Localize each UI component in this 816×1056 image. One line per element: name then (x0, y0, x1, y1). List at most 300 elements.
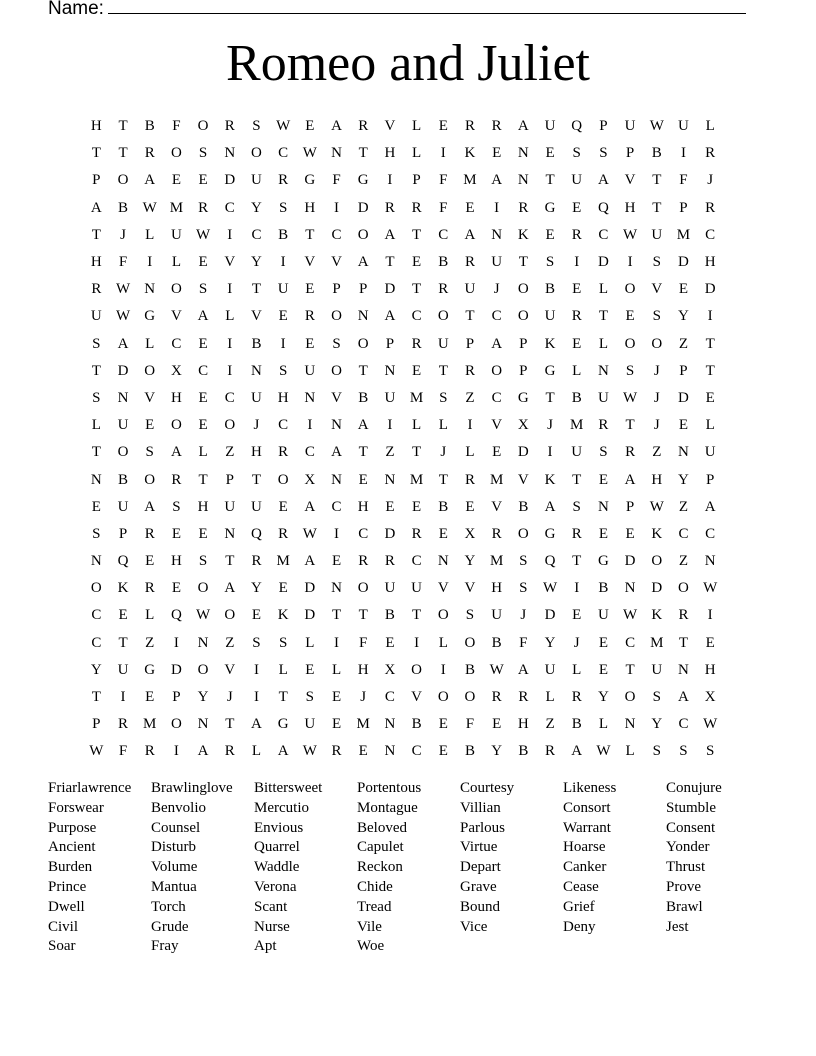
grid-letter[interactable]: F (359, 634, 368, 651)
grid-letter[interactable]: W (542, 580, 558, 597)
grid-letter[interactable]: E (492, 145, 502, 162)
grid-letter[interactable]: T (118, 634, 128, 651)
grid-letter[interactable]: R (571, 226, 582, 243)
grid-letter[interactable]: I (147, 254, 153, 271)
grid-letter[interactable]: L (171, 254, 181, 271)
grid-letter[interactable]: T (465, 308, 475, 325)
grid-letter[interactable]: W (596, 743, 611, 760)
grid-letter[interactable]: U (597, 607, 609, 624)
grid-letter[interactable]: O (624, 281, 636, 298)
grid-letter[interactable]: M (676, 226, 691, 243)
grid-letter[interactable]: I (280, 254, 286, 271)
grid-letter[interactable]: E (145, 417, 155, 434)
grid-letter[interactable]: A (331, 444, 342, 461)
grid-letter[interactable]: T (358, 444, 368, 461)
grid-letter[interactable]: L (251, 743, 262, 760)
grid-letter[interactable]: R (464, 362, 475, 379)
grid-letter[interactable]: T (572, 471, 582, 488)
grid-letter[interactable]: A (491, 172, 503, 189)
grid-letter[interactable]: T (91, 689, 101, 706)
grid-letter[interactable]: Z (678, 553, 689, 570)
grid-letter[interactable]: W (649, 498, 664, 515)
grid-letter[interactable]: W (703, 716, 718, 733)
grid-letter[interactable]: T (225, 716, 235, 733)
grid-letter[interactable]: J (360, 689, 367, 706)
grid-letter[interactable]: E (331, 716, 342, 733)
grid-letter[interactable]: U (170, 226, 182, 243)
grid-letter[interactable]: R (331, 743, 342, 760)
grid-letter[interactable]: N (197, 716, 209, 733)
grid-letter[interactable]: N (597, 498, 609, 515)
grid-letter[interactable]: B (598, 580, 609, 597)
grid-letter[interactable]: N (90, 471, 102, 488)
grid-letter[interactable]: B (384, 607, 395, 624)
grid-letter[interactable]: O (170, 716, 182, 733)
grid-letter[interactable]: E (385, 634, 395, 651)
grid-letter[interactable]: J (653, 362, 660, 379)
grid-letter[interactable]: H (704, 661, 716, 678)
grid-letter[interactable]: E (305, 661, 315, 678)
grid-letter[interactable]: N (331, 417, 342, 434)
grid-letter[interactable]: S (652, 689, 661, 706)
grid-letter[interactable]: T (412, 444, 422, 461)
grid-letter[interactable]: E (412, 498, 422, 515)
grid-letter[interactable]: N (384, 716, 396, 733)
grid-letter[interactable]: R (464, 254, 475, 271)
grid-letter[interactable]: V (491, 498, 503, 515)
grid-letter[interactable]: R (144, 525, 155, 542)
grid-letter[interactable]: I (547, 444, 553, 461)
grid-letter[interactable]: M (356, 716, 370, 733)
grid-letter[interactable]: L (705, 118, 715, 135)
grid-letter[interactable]: O (357, 226, 369, 243)
grid-letter[interactable]: L (278, 661, 288, 678)
grid-letter[interactable]: N (517, 145, 529, 162)
grid-letter[interactable]: T (438, 362, 448, 379)
grid-letter[interactable]: V (251, 308, 262, 325)
grid-letter[interactable]: U (437, 335, 449, 352)
grid-letter[interactable]: T (518, 254, 528, 271)
grid-letter[interactable]: M (276, 553, 290, 570)
grid-letter[interactable]: D (304, 580, 316, 597)
grid-letter[interactable]: J (120, 226, 126, 243)
grid-letter[interactable]: M (489, 553, 504, 570)
grid-letter[interactable]: I (440, 661, 446, 678)
grid-letter[interactable]: R (518, 199, 529, 216)
grid-letter[interactable]: F (519, 634, 528, 651)
grid-letter[interactable]: R (144, 145, 155, 162)
grid-letter[interactable]: Y (491, 743, 503, 760)
grid-letter[interactable]: O (331, 362, 342, 379)
grid-letter[interactable]: U (384, 389, 396, 406)
grid-letter[interactable]: R (678, 607, 689, 624)
grid-letter[interactable]: E (305, 118, 315, 135)
grid-letter[interactable]: I (227, 281, 233, 298)
grid-letter[interactable]: E (492, 716, 502, 733)
grid-letter[interactable]: T (545, 172, 555, 189)
grid-letter[interactable]: Q (544, 553, 556, 570)
grid-letter[interactable]: B (571, 716, 582, 733)
grid-letter[interactable]: E (572, 281, 582, 298)
grid-letter[interactable]: V (491, 417, 503, 434)
grid-letter[interactable]: E (305, 281, 315, 298)
grid-letter[interactable]: N (90, 553, 102, 570)
grid-letter[interactable]: S (145, 444, 154, 461)
grid-letter[interactable]: T (91, 444, 101, 461)
grid-letter[interactable]: V (651, 281, 663, 298)
grid-letter[interactable]: V (517, 471, 529, 488)
grid-letter[interactable]: T (625, 417, 635, 434)
grid-letter[interactable]: L (412, 118, 422, 135)
grid-letter[interactable]: A (224, 580, 236, 597)
grid-letter[interactable]: Q (597, 199, 609, 216)
grid-letter[interactable]: P (519, 362, 528, 379)
grid-letter[interactable]: U (544, 661, 556, 678)
grid-letter[interactable]: O (197, 661, 209, 678)
grid-letter[interactable]: A (170, 444, 182, 461)
grid-letter[interactable]: E (91, 498, 101, 515)
grid-letter[interactable]: E (438, 743, 448, 760)
grid-letter[interactable]: K (651, 525, 663, 542)
grid-letter[interactable]: G (544, 362, 556, 379)
grid-letter[interactable]: Y (464, 553, 476, 570)
grid-letter[interactable]: O (411, 661, 423, 678)
grid-letter[interactable]: U (117, 661, 129, 678)
grid-letter[interactable]: W (649, 118, 664, 135)
grid-letter[interactable]: Y (251, 254, 262, 271)
grid-letter[interactable]: D (117, 362, 129, 379)
grid-letter[interactable]: P (225, 471, 234, 488)
grid-letter[interactable]: I (387, 172, 393, 189)
grid-letter[interactable]: N (197, 634, 209, 651)
grid-letter[interactable]: T (412, 281, 422, 298)
grid-letter[interactable]: N (384, 471, 396, 488)
grid-letter[interactable]: N (117, 389, 129, 406)
grid-letter[interactable]: N (704, 553, 716, 570)
grid-letter[interactable]: N (517, 172, 529, 189)
grid-letter[interactable]: W (115, 308, 131, 325)
grid-letter[interactable]: C (598, 226, 609, 243)
grid-letter[interactable]: P (412, 172, 421, 189)
grid-letter[interactable]: U (251, 389, 262, 406)
grid-letter[interactable]: E (412, 362, 422, 379)
grid-letter[interactable]: L (91, 417, 101, 434)
grid-letter[interactable]: P (679, 199, 688, 216)
grid-letter[interactable]: J (653, 417, 660, 434)
grid-letter[interactable]: P (92, 716, 101, 733)
grid-letter[interactable]: Z (225, 634, 235, 651)
grid-letter[interactable]: N (357, 308, 369, 325)
grid-letter[interactable]: O (117, 444, 129, 461)
grid-letter[interactable]: U (304, 362, 316, 379)
grid-letter[interactable]: E (198, 254, 208, 271)
grid-letter[interactable]: W (302, 525, 317, 542)
grid-letter[interactable]: Y (678, 471, 689, 488)
grid-letter[interactable]: D (678, 254, 689, 271)
grid-letter[interactable]: W (489, 661, 504, 678)
grid-letter[interactable]: H (277, 389, 289, 406)
grid-letter[interactable]: A (491, 335, 503, 352)
grid-letter[interactable]: L (438, 417, 448, 434)
grid-letter[interactable]: R (411, 525, 422, 542)
grid-letter[interactable]: O (357, 580, 369, 597)
grid-letter[interactable]: Y (597, 689, 609, 706)
grid-letter[interactable]: C (198, 362, 209, 379)
grid-letter[interactable]: J (573, 634, 580, 651)
grid-letter[interactable]: H (357, 498, 369, 515)
grid-letter[interactable]: L (145, 335, 155, 352)
grid-letter[interactable]: C (331, 498, 342, 515)
grid-letter[interactable]: I (467, 417, 473, 434)
grid-letter[interactable]: W (302, 743, 317, 760)
grid-letter[interactable]: C (678, 716, 689, 733)
grid-letter[interactable]: R (438, 281, 449, 298)
grid-letter[interactable]: L (438, 634, 448, 651)
grid-letter[interactable]: O (624, 689, 636, 706)
grid-letter[interactable]: J (440, 444, 447, 461)
grid-letter[interactable]: E (625, 308, 635, 325)
grid-letter[interactable]: O (464, 689, 476, 706)
grid-letter[interactable]: M (650, 634, 664, 651)
grid-letter[interactable]: G (544, 199, 556, 216)
grid-letter[interactable]: I (253, 689, 259, 706)
grid-letter[interactable]: D (170, 661, 182, 678)
grid-letter[interactable]: S (652, 308, 661, 325)
grid-letter[interactable]: R (358, 118, 369, 135)
grid-letter[interactable]: T (358, 607, 368, 624)
grid-letter[interactable]: Z (678, 498, 689, 515)
grid-letter[interactable]: D (357, 199, 369, 216)
grid-letter[interactable]: B (491, 634, 502, 651)
grid-letter[interactable]: U (544, 118, 556, 135)
grid-letter[interactable]: T (625, 661, 635, 678)
grid-letter[interactable]: Z (145, 634, 155, 651)
grid-letter[interactable]: C (304, 444, 315, 461)
grid-letter[interactable]: O (437, 308, 449, 325)
grid-letter[interactable]: O (437, 689, 449, 706)
grid-letter[interactable]: E (198, 525, 208, 542)
grid-letter[interactable]: Z (545, 716, 555, 733)
grid-letter[interactable]: P (625, 145, 635, 162)
grid-letter[interactable]: I (627, 254, 633, 271)
grid-letter[interactable]: P (705, 471, 715, 488)
grid-letter[interactable]: U (117, 498, 129, 515)
grid-letter[interactable]: E (412, 254, 422, 271)
grid-letter[interactable]: L (598, 281, 608, 298)
grid-letter[interactable]: O (357, 335, 369, 352)
grid-letter[interactable]: O (197, 580, 209, 597)
grid-letter[interactable]: J (253, 417, 260, 434)
grid-letter[interactable]: T (91, 145, 101, 162)
grid-letter[interactable]: S (599, 444, 608, 461)
grid-letter[interactable]: E (598, 471, 608, 488)
grid-letter[interactable]: E (438, 716, 448, 733)
grid-letter[interactable]: S (252, 118, 261, 135)
grid-letter[interactable]: Y (544, 634, 556, 651)
grid-letter[interactable]: R (304, 308, 315, 325)
grid-letter[interactable]: H (304, 199, 316, 216)
grid-letter[interactable]: R (571, 308, 582, 325)
grid-letter[interactable]: S (652, 743, 661, 760)
grid-letter[interactable]: O (170, 145, 182, 162)
grid-letter[interactable]: I (173, 743, 179, 760)
grid-letter[interactable]: O (251, 145, 262, 162)
grid-letter[interactable]: K (464, 145, 476, 162)
grid-letter[interactable]: G (304, 172, 316, 189)
grid-letter[interactable]: V (331, 389, 342, 406)
grid-letter[interactable]: C (705, 525, 716, 542)
grid-letter[interactable]: O (90, 580, 102, 597)
grid-letter[interactable]: S (519, 580, 528, 597)
grid-letter[interactable]: I (227, 226, 233, 243)
grid-letter[interactable]: A (624, 471, 636, 488)
grid-letter[interactable]: X (170, 362, 182, 379)
grid-letter[interactable]: U (597, 389, 609, 406)
grid-letter[interactable]: H (704, 254, 716, 271)
grid-letter[interactable]: S (92, 389, 101, 406)
grid-letter[interactable]: S (332, 335, 341, 352)
grid-letter[interactable]: I (680, 145, 686, 162)
grid-letter[interactable]: S (198, 553, 208, 570)
grid-letter[interactable]: A (544, 498, 556, 515)
grid-letter[interactable]: E (145, 689, 155, 706)
grid-letter[interactable]: F (465, 716, 475, 733)
grid-letter[interactable]: A (144, 172, 156, 189)
grid-letter[interactable]: Q (117, 553, 129, 570)
grid-letter[interactable]: T (705, 335, 715, 352)
grid-letter[interactable]: E (385, 498, 395, 515)
grid-letter[interactable]: T (678, 634, 689, 651)
grid-letter[interactable]: E (198, 335, 208, 352)
grid-letter[interactable]: Y (678, 308, 689, 325)
grid-letter[interactable]: R (278, 525, 289, 542)
grid-letter[interactable]: B (358, 389, 369, 406)
grid-letter[interactable]: P (625, 498, 635, 515)
grid-letter[interactable]: L (305, 634, 315, 651)
grid-letter[interactable]: C (251, 226, 262, 243)
grid-letter[interactable]: C (91, 634, 102, 651)
grid-letter[interactable]: N (331, 580, 342, 597)
grid-letter[interactable]: E (278, 498, 288, 515)
grid-letter[interactable]: Z (385, 444, 395, 461)
grid-letter[interactable]: I (173, 634, 179, 651)
grid-letter[interactable]: X (384, 661, 396, 678)
grid-letter[interactable]: T (331, 607, 342, 624)
grid-letter[interactable]: T (412, 607, 422, 624)
grid-letter[interactable]: R (384, 553, 395, 570)
grid-letter[interactable]: T (412, 226, 422, 243)
grid-letter[interactable]: P (385, 335, 395, 352)
grid-letter[interactable]: M (409, 471, 424, 488)
grid-letter[interactable]: N (597, 362, 609, 379)
grid-letter[interactable]: R (144, 580, 155, 597)
grid-letter[interactable]: E (545, 226, 555, 243)
grid-letter[interactable]: C (411, 743, 422, 760)
grid-letter[interactable]: P (599, 118, 608, 135)
grid-letter[interactable]: A (678, 689, 689, 706)
grid-letter[interactable]: R (224, 118, 235, 135)
grid-letter[interactable]: I (334, 199, 340, 216)
grid-letter[interactable]: G (597, 553, 609, 570)
grid-letter[interactable]: U (544, 308, 556, 325)
grid-letter[interactable]: F (118, 743, 128, 760)
grid-letter[interactable]: T (198, 471, 208, 488)
grid-letter[interactable]: W (196, 226, 211, 243)
grid-letter[interactable]: A (197, 308, 209, 325)
grid-letter[interactable]: S (92, 335, 101, 352)
grid-letter[interactable]: W (89, 743, 104, 760)
grid-letter[interactable]: P (519, 335, 528, 352)
grid-letter[interactable]: E (358, 471, 368, 488)
grid-letter[interactable]: D (704, 281, 716, 298)
grid-letter[interactable]: V (304, 254, 316, 271)
grid-letter[interactable]: V (624, 172, 636, 189)
grid-letter[interactable]: X (517, 417, 529, 434)
grid-letter[interactable]: L (598, 335, 608, 352)
grid-letter[interactable]: A (517, 118, 529, 135)
grid-letter[interactable]: R (251, 553, 262, 570)
grid-letter[interactable]: M (489, 471, 504, 488)
grid-letter[interactable]: A (597, 172, 609, 189)
grid-letter[interactable]: R (144, 743, 155, 760)
grid-letter[interactable]: H (197, 498, 209, 515)
grid-letter[interactable]: E (492, 444, 502, 461)
grid-letter[interactable]: H (384, 145, 396, 162)
grid-letter[interactable]: C (438, 226, 449, 243)
grid-letter[interactable]: L (705, 417, 715, 434)
grid-letter[interactable]: L (412, 417, 422, 434)
grid-letter[interactable]: T (705, 362, 715, 379)
grid-letter[interactable]: Y (197, 689, 209, 706)
grid-letter[interactable]: G (517, 389, 529, 406)
grid-letter[interactable]: E (572, 199, 582, 216)
grid-letter[interactable]: M (169, 199, 184, 216)
grid-letter[interactable]: B (118, 471, 129, 488)
grid-letter[interactable]: O (517, 281, 529, 298)
grid-letter[interactable]: O (224, 417, 236, 434)
grid-letter[interactable]: A (357, 417, 369, 434)
grid-letter[interactable]: A (571, 743, 583, 760)
grid-letter[interactable]: Z (225, 444, 235, 461)
grid-letter[interactable]: R (491, 689, 502, 706)
grid-letter[interactable]: R (411, 335, 422, 352)
grid-letter[interactable]: C (358, 525, 369, 542)
grid-letter[interactable]: U (704, 444, 716, 461)
grid-letter[interactable]: B (251, 335, 262, 352)
grid-letter[interactable]: T (118, 145, 128, 162)
grid-letter[interactable]: E (598, 634, 608, 651)
grid-letter[interactable]: C (491, 389, 502, 406)
grid-letter[interactable]: L (145, 607, 155, 624)
grid-letter[interactable]: A (384, 226, 396, 243)
grid-letter[interactable]: D (517, 444, 529, 461)
grid-letter[interactable]: E (678, 281, 689, 298)
grid-letter[interactable]: X (704, 689, 716, 706)
grid-letter[interactable]: N (384, 743, 396, 760)
grid-letter[interactable]: O (678, 580, 689, 597)
grid-letter[interactable]: A (384, 308, 396, 325)
grid-letter[interactable]: T (572, 553, 582, 570)
grid-letter[interactable]: K (117, 580, 129, 597)
grid-letter[interactable]: S (599, 145, 608, 162)
grid-letter[interactable]: R (198, 199, 209, 216)
grid-letter[interactable]: T (598, 308, 608, 325)
grid-letter[interactable]: Q (571, 118, 583, 135)
grid-letter[interactable]: O (224, 607, 236, 624)
grid-letter[interactable]: A (517, 661, 529, 678)
grid-letter[interactable]: E (678, 417, 689, 434)
grid-letter[interactable]: E (358, 743, 368, 760)
